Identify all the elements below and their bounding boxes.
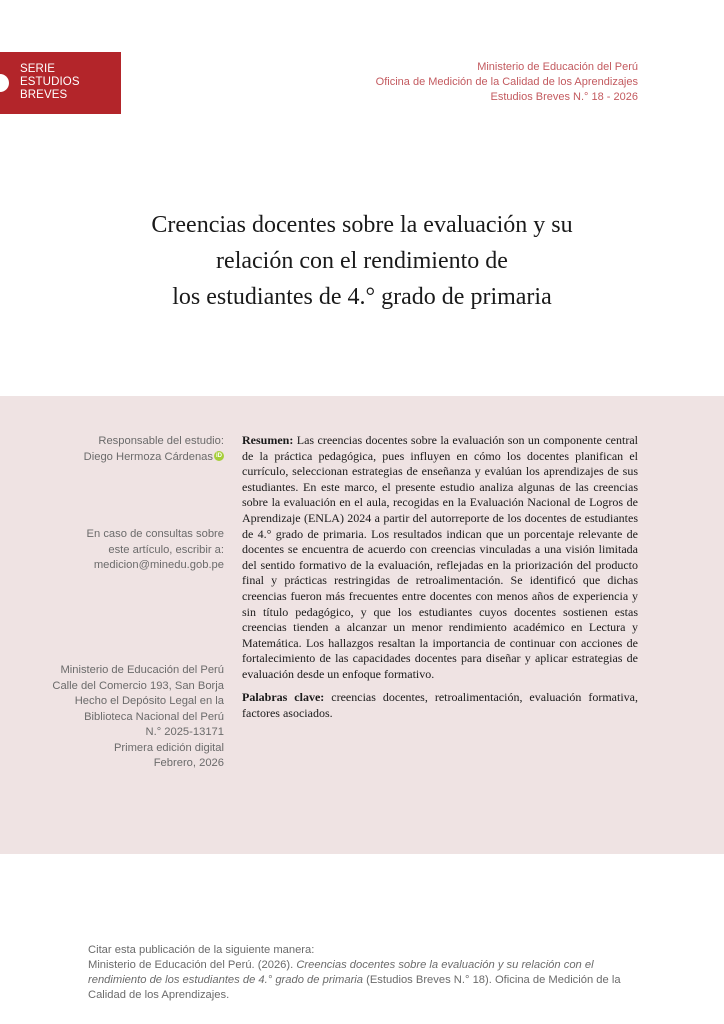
keywords-label: Palabras clave: [242, 690, 325, 704]
document-title [0, 207, 724, 315]
citation-intro: Citar esta publicación de la siguiente manera: [88, 944, 315, 956]
publisher-header [376, 60, 638, 105]
pub-edition: Primera edición digital [113, 741, 224, 754]
responsible-block [84, 434, 224, 465]
citation-block [88, 943, 648, 1003]
citation-reference [88, 958, 648, 1003]
badge-line-breves: BREVES [20, 89, 68, 101]
badge-line-estudios: ESTUDIOS [20, 76, 80, 88]
citation-title: Creencias docentes sobre la evaluación y su relación con el rendimiento de los estudiantes de 4.° grado de primaria [88, 959, 594, 986]
contact-line-1: En caso de consultas sobre [86, 528, 224, 540]
badge-line-serie: SERIE [20, 63, 56, 75]
badge-dot-icon [0, 74, 9, 92]
contact-email[interactable]: medicion@minedu.gob.pe [93, 559, 224, 571]
title-line-1: Creencias docentes sobre la evaluación y su [151, 212, 573, 238]
pub-legal-deposit: Hecho el Depósito Legal en la [74, 695, 224, 707]
pub-deposit-number: N.° 2025-13171 [145, 726, 224, 738]
abstract [242, 433, 638, 683]
citation-series: (Estudios Breves N.° 18). Oficina de Medición de la Calidad de los Aprendizajes. [88, 974, 621, 1001]
publication-info [52, 663, 224, 772]
orcid-icon[interactable]: iD [216, 452, 222, 459]
keywords [242, 690, 638, 721]
responsible-name: Diego Hermoza Cárdenas [83, 450, 213, 463]
keywords-text: creencias docentes, retroalimentación, evaluación formativa, factores asociados. [242, 690, 638, 720]
contact-line-2: este artículo, escribir a: [108, 543, 224, 556]
abstract-text: Las creencias docentes sobre la evaluación son un componente central de la práctica pedagógica, pues influyen en cómo los docentes planifican el currículo, seleccionan estrategias de enseñanza y evalúan los aprendizajes de sus estudiantes. En este marco, el presente estudio analiza algunas de las creencias sobre la evaluación en el aula, recogidas en la Evaluación Nacional de Logros de Aprendizaje (ENLA) 2024 a partir del autorreporte de los docentes de estudiantes de 4.° grado de primaria. Los resultados indican que un porcentaje relevante de docentes se encuentra de acuerdo con creencias vinculadas a una visión limitada del sentido formativo de la evaluación, reflejadas en la priorización del producto final y prácticas restringidas de retroalimentación. Se identificó que dichas creencias fueron más frecuentes entre docentes con menos años de experiencia y sin título pedagógico, y que los estudiantes cuyos docentes sostienen estas creencias tienden a alcanzar un menor rendimiento académico en Lectura y Matemática. Los hallazgos resaltan la importancia de continuar con acciones de fortalecimiento de las capacidades docentes para diseñar y aplicar estrategias de evaluación desde un enfoque formativo. [242, 433, 638, 681]
title-line-2: relación con el rendimiento de [216, 248, 508, 274]
header-issue: Estudios Breves N.° 18 - 2026 [490, 91, 638, 103]
contact-block [87, 527, 224, 574]
title-line-3: los estudiantes de 4.° grado de primaria [172, 284, 552, 310]
header-ministry: Ministerio de Educación del Perú [477, 61, 638, 73]
series-badge [0, 52, 121, 114]
pub-library: Biblioteca Nacional del Perú [84, 710, 224, 723]
pub-ministry: Ministerio de Educación del Perú [60, 664, 224, 676]
responsible-label: Responsable del estudio: [98, 435, 224, 447]
header-office: Oficina de Medición de la Calidad de los Aprendizajes [375, 76, 638, 88]
pub-date: Febrero, 2026 [153, 757, 224, 769]
citation-author: Ministerio de Educación del Perú. (2026). [88, 959, 297, 971]
pub-address: Calle del Comercio 193, San Borja [52, 679, 224, 692]
abstract-label: Resumen: [242, 433, 294, 447]
responsible-name-row [84, 450, 224, 466]
